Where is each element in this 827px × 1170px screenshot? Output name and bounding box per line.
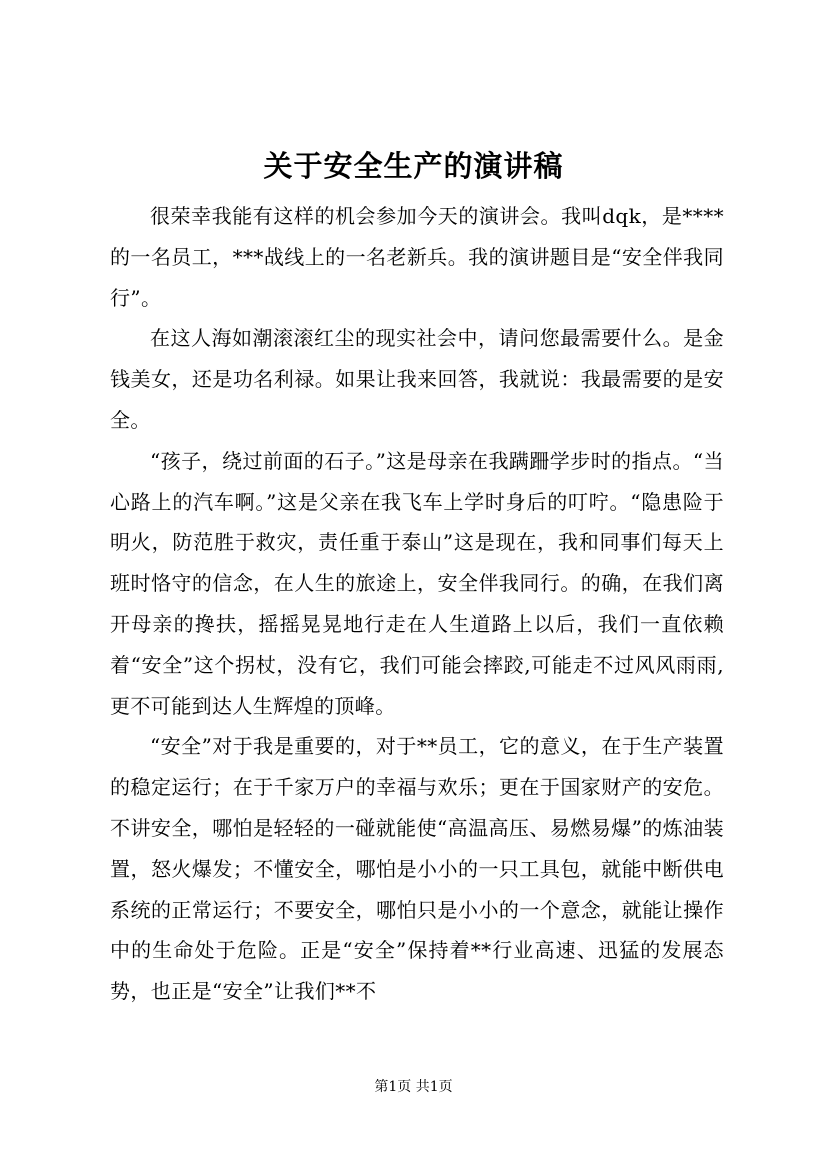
- page-footer: [0, 1077, 827, 1097]
- page-number-label: 第1页 共1页: [374, 1079, 453, 1095]
- paragraph-4: “安全”对于我是重要的，对于**员工，它的意义，在于生产装置的稳定运行；在于千家万户的幸福与欢乐；更在于国家财产的安危。不讲安全，哪怕是轻轻的一碰就能使“高温高压、易燃易爆”的炼油装置，怒火爆发；不懂安全，哪怕是小小的一只工具包，就能中断供电系统的正常运行；不要安全，哪怕只是小小的一个意念，就能让操作中的生命处于危险。正是“安全”保持着**行业高速、迅猛的发展态势，也正是“安全”让我们**不: [110, 734, 724, 1004]
- paragraph-3: “孩子，绕过前面的石子。”这是母亲在我蹒跚学步时的指点。“当心路上的汽车啊。”这是父亲在我飞车上学时身后的叮咛。“隐患险于明火，防范胜于救灾，责任重于泰山”这是现在，我和同事们每天上班时恪守的信念，在人生的旅途上，安全伴我同行。的确，在我们离开母亲的搀扶，摇摇晃晃地行走在人生道路上以后，我们一直依赖着“安全”这个拐杖，没有它，我们可能会摔跤,可能走不过风风雨雨,更不可能到达人生辉煌的顶峰。: [110, 448, 724, 718]
- document-title: 关于安全生产的演讲稿: [263, 149, 564, 183]
- paragraph-1: 很荣幸我能有这样的机会参加今天的演讲会。我叫dqk，是****的一名员工，***战线上的一名老新兵。我的演讲题目是“安全伴我同行”。: [110, 204, 724, 310]
- paragraph-2: 在这人海如潮滚滚红尘的现实社会中，请问您最需要什么。是金钱美女，还是功名利禄。如果让我来回答，我就说：我最需要的是安全。: [110, 326, 724, 432]
- document-body: [110, 196, 724, 1012]
